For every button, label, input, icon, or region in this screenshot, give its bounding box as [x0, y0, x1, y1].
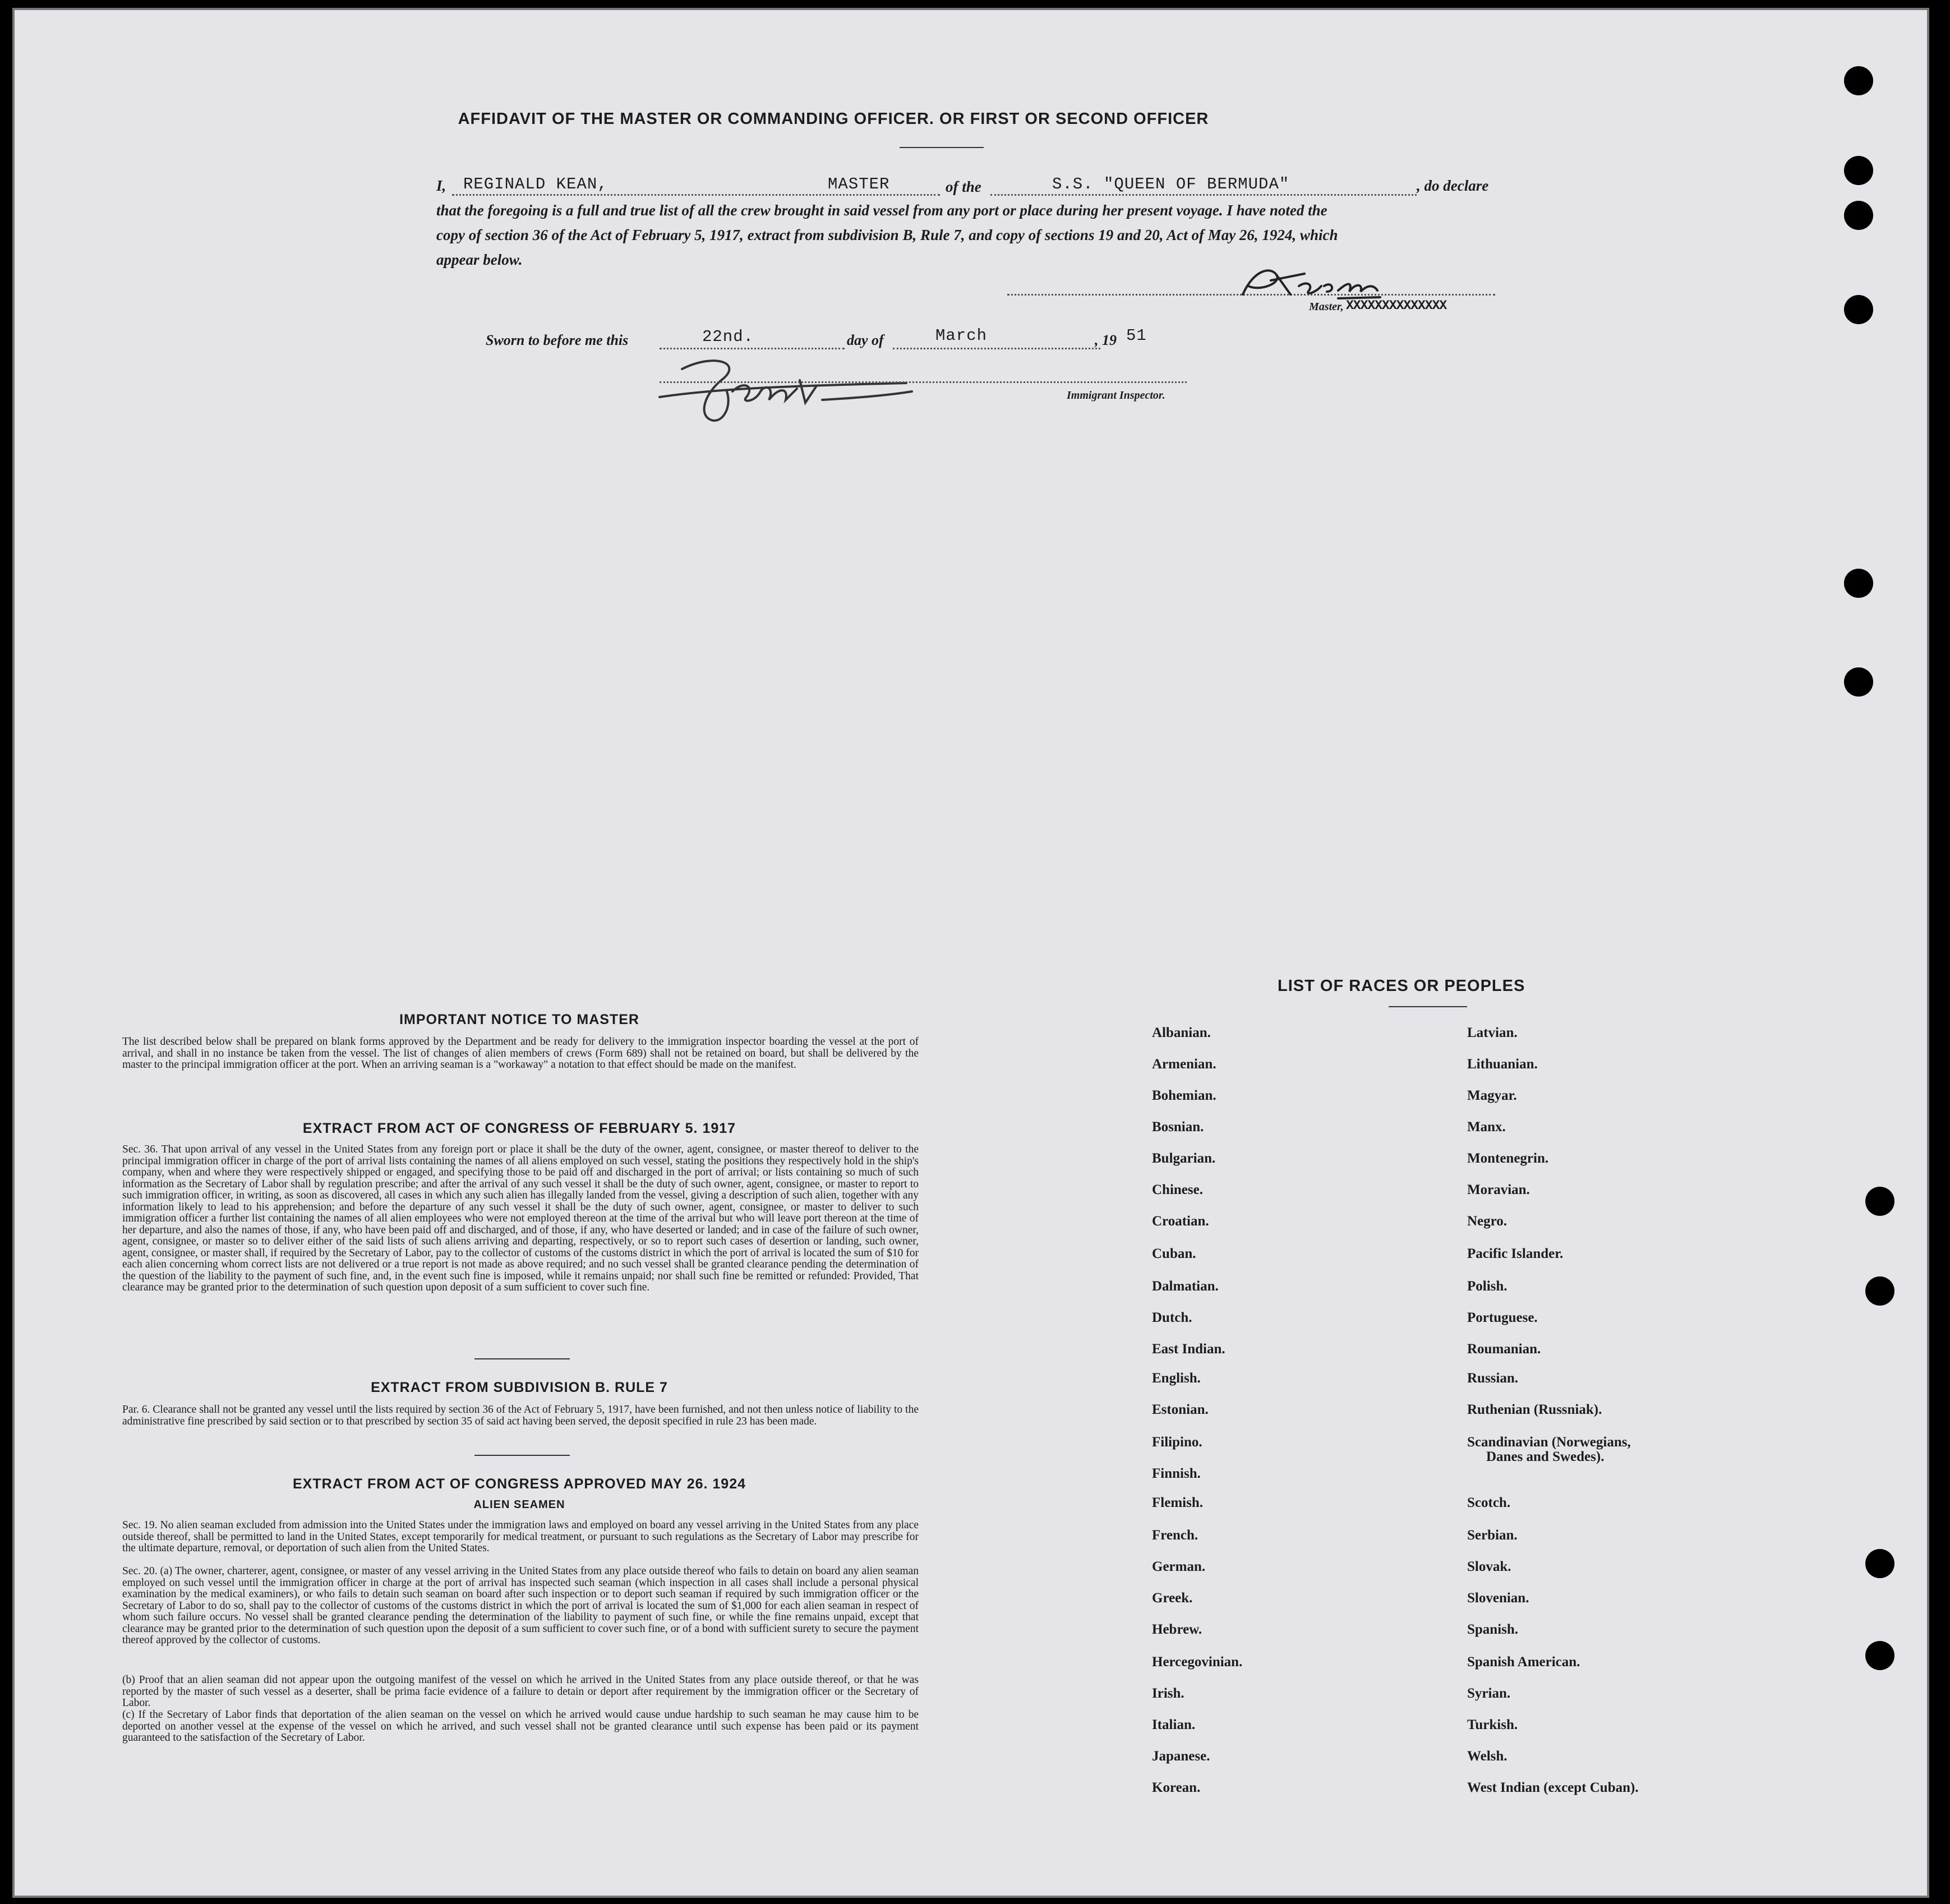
race-item: Welsh.: [1467, 1749, 1508, 1764]
race-item: Chinese.: [1152, 1182, 1203, 1197]
sec-19-body: Sec. 19. No alien seaman excluded from admission into the United States under the immigration laws and employed on board any vessel arriving in the United States from any place outside thereof, shall be permitted to land in the United States, except temporarily for medical treatment, or pursuant to such regulations as the Secretary of Labor may prescribe for the ultimate departure, removal, or deportation of such alien from the United States.: [122, 1519, 919, 1554]
sworn-month: March: [935, 326, 988, 345]
notice-title: IMPORTANT NOTICE TO MASTER: [399, 1012, 639, 1027]
race-item: Pacific Islander.: [1467, 1246, 1564, 1261]
punch-hole: [1844, 201, 1873, 230]
punch-hole: [1865, 1276, 1894, 1306]
vessel-name: S.S. "QUEEN OF BERMUDA": [1052, 175, 1290, 193]
race-item: Hercegovinian.: [1152, 1654, 1243, 1670]
section-divider: [474, 1455, 570, 1456]
section-divider: [474, 1358, 570, 1359]
affidavit-line-4: appear below.: [436, 251, 523, 268]
race-item: Flemish.: [1152, 1495, 1203, 1510]
race-item: Scotch.: [1467, 1495, 1511, 1510]
race-item: Spanish.: [1467, 1622, 1519, 1637]
notice-body: The list described below shall be prepared on blank forms approved by the Department and be ready for delivery to the immigration inspector boarding the vessel at the port of arrival, and shall in no instance be taken from the vessel. The list of changes of alien members of crews (Form 689) shall not be retained on board, but shall be delivered by the master to the principal immigration officer at the port. When an arriving seaman is a "workaway" a notation to that effect should be made on the manifest.: [122, 1036, 919, 1071]
race-item: East Indian.: [1152, 1341, 1225, 1357]
affidavit-line-3: copy of section 36 of the Act of February 5, 1917, extract from subdivision B, Rule 7, and copy of sections 19 and 20, Act of May 26, 1924, which: [436, 227, 1338, 243]
punch-hole: [1844, 156, 1873, 185]
race-item: Spanish American.: [1467, 1654, 1580, 1670]
race-item: Polish.: [1467, 1279, 1508, 1294]
affidavit-line-2: that the foregoing is a full and true list of all the crew brought in said vessel from any port or place during her present voyage. I have noted the: [436, 202, 1327, 219]
race-item: Albanian.: [1152, 1025, 1211, 1040]
year-suffix: 51: [1126, 326, 1147, 345]
vessel-blank: [990, 194, 1417, 196]
sworn-month-blank: [893, 348, 1100, 349]
race-item: German.: [1152, 1559, 1206, 1574]
affidavit-title: AFFIDAVIT OF THE MASTER OR COMMANDING OFFICER. OR FIRST OR SECOND OFFICER: [458, 110, 1209, 128]
race-item: Filipino.: [1152, 1435, 1202, 1450]
sec-20a-body: Sec. 20. (a) The owner, charterer, agent, consignee, or master of any vessel arriving in the United States from any place outside thereof who fails to detain on board any alien seaman employed on such vessel until the immigration officer in charge at the port of arrival has inspected such seaman (which inspection in all cases shall include a personal physical examination by the medical examiners), or who fails to detain such seaman on board after such inspection or to deport such seaman if required by such immigration officer or the Secretary of Labor to do so, shall pay to the collector of customs of the customs district in which the port of arrival is located the sum of $1,000 for each alien seaman in respect of whom such failure occurs. No vessel shall be granted clearance pending the determination of the liability to payment of such fine, or while the fine remains unpaid, except that clearance may be granted prior to the determination of such question upon the deposit of a sum sufficient to cover such fine, or of a bond with sufficient surety to secure the payment thereof approved by the collector of customs.: [122, 1565, 919, 1646]
extract-1917-body: Sec. 36. That upon arrival of any vessel in the United States from any foreign port or place it shall be the duty of the owner, agent, consignee, or master thereof to deliver to the principal immigration officer in charge of the port of arrival lists containing the names of all aliens employed on such vessel, stating the positions they respectively hold in the ship's company, when and where they were respectively shipped or engaged, and specifying those to be paid off and discharged in the port of arrival; or lists containing so much of such information as the Secretary of Labor shall by regulation prescribe; and after the arrival of any such vessel it shall be the duty of such owner, agent, consignee, or master to report to such immigration officer, in writing, as soon as discovered, all cases in which any such alien has illegally landed from the vessel, giving a description of such alien, together with any information likely to lead to his apprehension; and before the departure of any such vessel it shall be the duty of such owner, agent, consignee, or master to deliver to such immigration officer a further list containing the names of all alien employees who were not employed thereon at the time of the arrival but who will leave port thereon at the time of her departure, and also the names of those, if any, who have been paid off and discharged, and of those, if any, who have deserted or landed; and in case of the failure of such owner, agent, consignee, or master so to deliver either of the said lists of such aliens arriving and departing, respectively, or so to report such cases of desertion or landing, such owner, agent, consignee, or master shall, if required by the Secretary of Labor, pay to the collector of customs of the customs district in which the port of arrival is located the sum of $10 for each alien concerning whom correct lists are not delivered or a true report is not made as above required; and no such vessel shall be granted clearance pending the determination of the question of the liability to the payment of such fine, and, in the event such fine is imposed, while it remains unpaid; nor shall such fine be remitted or refunded: Provided, That clearance may be granted prior to the determination of such question upon deposit of a sum sufficient to cover such fine.: [122, 1144, 919, 1293]
race-item: Croatian.: [1152, 1214, 1209, 1229]
race-item: Moravian.: [1467, 1182, 1530, 1197]
master-caption-strikeout: XXXXXXXXXXXXXX: [1346, 298, 1447, 313]
race-item: Lithuanian.: [1467, 1057, 1538, 1072]
race-item: Cuban.: [1152, 1246, 1196, 1261]
race-item: Bulgarian.: [1152, 1151, 1216, 1166]
extract-1924-title: EXTRACT FROM ACT OF CONGRESS APPROVED MAY 26. 1924: [292, 1476, 746, 1492]
master-rank: MASTER: [828, 175, 890, 193]
punch-hole: [1865, 1187, 1894, 1216]
race-item: Irish.: [1152, 1686, 1184, 1701]
race-item: West Indian (except Cuban).: [1467, 1780, 1639, 1795]
race-item: Montenegrin.: [1467, 1151, 1549, 1166]
races-title: LIST OF RACES OR PEOPLES: [1278, 977, 1525, 995]
inspector-caption: Immigrant Inspector.: [1067, 389, 1165, 402]
inspector-signature: [648, 347, 918, 431]
master-name: REGINALD KEAN,: [463, 175, 608, 193]
race-item: Greek.: [1152, 1590, 1193, 1606]
year-prefix: , 19: [1095, 332, 1117, 348]
of-the-text: of the: [946, 178, 981, 195]
race-item: Finnish.: [1152, 1466, 1201, 1481]
race-item: Portuguese.: [1467, 1310, 1538, 1325]
extract-1924-subtitle: ALIEN SEAMEN: [473, 1499, 565, 1511]
race-item: Estonian.: [1152, 1402, 1209, 1417]
race-item: Manx.: [1467, 1119, 1506, 1135]
punch-hole: [1865, 1641, 1894, 1670]
race-item: Bosnian.: [1152, 1119, 1204, 1135]
race-item: Syrian.: [1467, 1686, 1511, 1701]
race-item: Russian.: [1467, 1371, 1519, 1386]
race-item: French.: [1152, 1528, 1198, 1543]
affidavit-document: [12, 8, 1929, 1898]
race-item: Serbian.: [1467, 1528, 1518, 1543]
rule-7-title: EXTRACT FROM SUBDIVISION B. RULE 7: [371, 1380, 668, 1395]
race-item: Italian.: [1152, 1717, 1196, 1732]
sec-20b-body: (b) Proof that an alien seaman did not appear upon the outgoing manifest of the vessel on which he arrived in the United States from any place outside thereof, or that he was reported by the master of such vessel as a deserter, shall be prima facie evidence of a failure to detain or deport after requirement by the immigration officer or the Secretary of Labor.: [122, 1674, 919, 1709]
title-divider: [900, 147, 984, 148]
race-item: Dalmatian.: [1152, 1279, 1219, 1294]
race-item: Bohemian.: [1152, 1088, 1216, 1103]
master-signature: [1237, 264, 1439, 303]
race-item: English.: [1152, 1371, 1201, 1386]
affidavit-pronoun: I,: [436, 177, 446, 194]
sworn-day: 22nd.: [702, 328, 754, 346]
race-item: Slovak.: [1467, 1559, 1511, 1574]
day-of-text: day of: [847, 332, 884, 348]
race-item: Turkish.: [1467, 1717, 1518, 1732]
name-blank: [452, 194, 940, 196]
race-item: Ruthenian (Russniak).: [1467, 1402, 1602, 1417]
race-item: Danes and Swedes).: [1486, 1449, 1605, 1464]
punch-hole: [1844, 66, 1873, 95]
extract-1917-title: EXTRACT FROM ACT OF CONGRESS OF FEBRUARY 5. 1917: [302, 1121, 736, 1136]
race-item: Slovenian.: [1467, 1590, 1529, 1606]
punch-hole: [1844, 295, 1873, 324]
races-divider: [1389, 1006, 1467, 1007]
race-item: Hebrew.: [1152, 1622, 1202, 1637]
race-item: Roumanian.: [1467, 1341, 1541, 1357]
punch-hole: [1844, 569, 1873, 598]
race-item: Armenian.: [1152, 1057, 1216, 1072]
race-item: Korean.: [1152, 1780, 1201, 1795]
punch-hole: [1844, 667, 1873, 697]
race-item: Dutch.: [1152, 1310, 1192, 1325]
rule-7-body: Par. 6. Clearance shall not be granted any vessel until the lists required by section 36 of the Act of February 5, 1917, have been furnished, and not then unless notice of liability to the administrative fine prescribed by said section or to that prescribed by section 35 of said act having been served, the deposit specified in rule 23 has been made.: [122, 1404, 919, 1427]
race-item: Latvian.: [1467, 1025, 1518, 1040]
race-item: Japanese.: [1152, 1749, 1210, 1764]
sworn-prefix: Sworn to before me this: [486, 332, 629, 348]
do-declare-text: , do declare: [1417, 177, 1489, 194]
inspector-signature-line: [660, 381, 1187, 383]
punch-hole: [1865, 1549, 1894, 1578]
sec-20c-body: (c) If the Secretary of Labor finds that deportation of the alien seaman on the vessel on which he arrived would cause undue hardship to such seaman he may cause him to be deported on another vessel at the expense of the vessel on which he arrived, and such vessel shall not be granted clearance until such expense has been paid or its payment guaranteed to the satisfaction of the Secretary of Labor.: [122, 1709, 919, 1744]
race-item: Negro.: [1467, 1214, 1508, 1229]
race-item: Scandinavian (Norwegians,: [1467, 1435, 1631, 1450]
race-item: Magyar.: [1467, 1088, 1517, 1103]
master-caption: Master,: [1309, 301, 1344, 313]
